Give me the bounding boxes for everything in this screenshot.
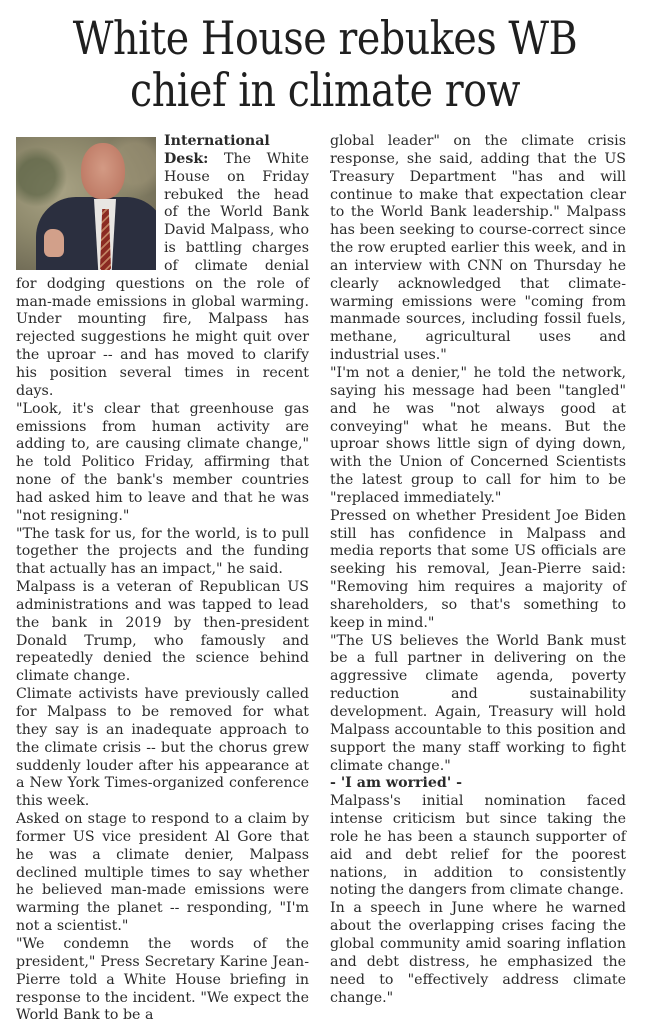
paragraph: Asked on stage to respond to a claim by former US vice president Al Gore that he was a climate denier, Malpass declined multiple times to say whether he believed man-made emissions were warming the planet -- responding, "I'm not a scientist." (16, 811, 309, 935)
headline-line-2: chief in climate row (129, 63, 521, 117)
dateline: International Desk: (164, 133, 270, 167)
paragraph: Pressed on whether President Joe Biden still has confidence in Malpass and media reports that some US officials are seeking his removal, Jean-Pierre said: "Removing him requires a majority of shareholders, so that's something to keep in mind." (330, 507, 626, 631)
portrait-photo-icon (16, 137, 156, 270)
paragraph: "We condemn the words of the president," Press Secretary Karine Jean-Pierre told a White House briefing in response to the incident. "We expect the World Bank to be a (16, 935, 309, 1024)
paragraph: Malpass is a veteran of Republican US administrations and was tapped to lead the bank in 2019 by then-president Donald Trump, who famously and repeatedly denied the science behind climate change. (16, 579, 309, 685)
paragraph: "The US believes the World Bank must be a full partner in delivering on the aggressive climate agenda, poverty reduction and sustainability development. Again, Treasury will hold Malpass accountable to this position and support the many staff working to fight climate change." (330, 632, 626, 774)
paragraph: "Look, it's clear that greenhouse gas emissions from human activity are adding to, are causing climate change," he told Politico Friday, affirming that none of the bank's member countries had asked him to leave and that he was "not resigning." (16, 400, 309, 524)
article-column-left (16, 133, 309, 1025)
paragraph: "I'm not a denier," he told the network, saying his message had been "tangled" and he was "not always good at conveying" what he means. But the uproar shows little sign of dying down, with the Union of Concerned Scientists the latest group to call for him to be "replaced immediately." (330, 364, 626, 506)
paragraph: International Desk: The White House on Friday rebuked the head of the World Bank David Malpass, who is battling charges of climate denial for dodging questions on the role of man-made emissions in global warming. Under mounting fire, Malpass has rejected suggestions he might quit over the uproar -- and has moved to clarify his position several times in recent days. (16, 133, 309, 399)
paragraph: Climate activists have previously called for Malpass to be removed for what they say is an inadequate approach to the climate crisis -- but the chorus grew suddenly louder after his appearance at a New York Times-organized conference this week. (16, 686, 309, 810)
paragraph: Malpass's initial nomination faced intense criticism but since taking the role he has been a staunch supporter of aid and debt relief for the poorest nations, in addition to consistently noting the dangers from climate change. (330, 793, 626, 899)
subheading: - 'I am worried' - (330, 775, 463, 792)
article-column-right (330, 133, 626, 1007)
headline (46, 12, 605, 116)
paragraph: global leader" on the climate crisis response, she said, adding that the US Treasury Department "has and will continue to make that expectation clear to the World Bank leadership." Malpass has been seeking to course-correct since the row erupted earlier this week, and in an interview with CNN on Thursday he clearly acknowledged that climate-warming emissions were "coming from manmade sources, including fossil fuels, methane, agricultural uses and industrial uses." (330, 133, 626, 364)
paragraph: "The task for us, for the world, is to pull together the projects and the funding that actually has an impact," he said. (16, 525, 309, 578)
paragraph: In a speech in June where he warned about the overlapping crises facing the global community amid soaring inflation and debt distress, he emphasized the need to "effectively address climate change." (330, 900, 626, 1006)
headline-line-1: White House rebukes WB (72, 11, 578, 65)
